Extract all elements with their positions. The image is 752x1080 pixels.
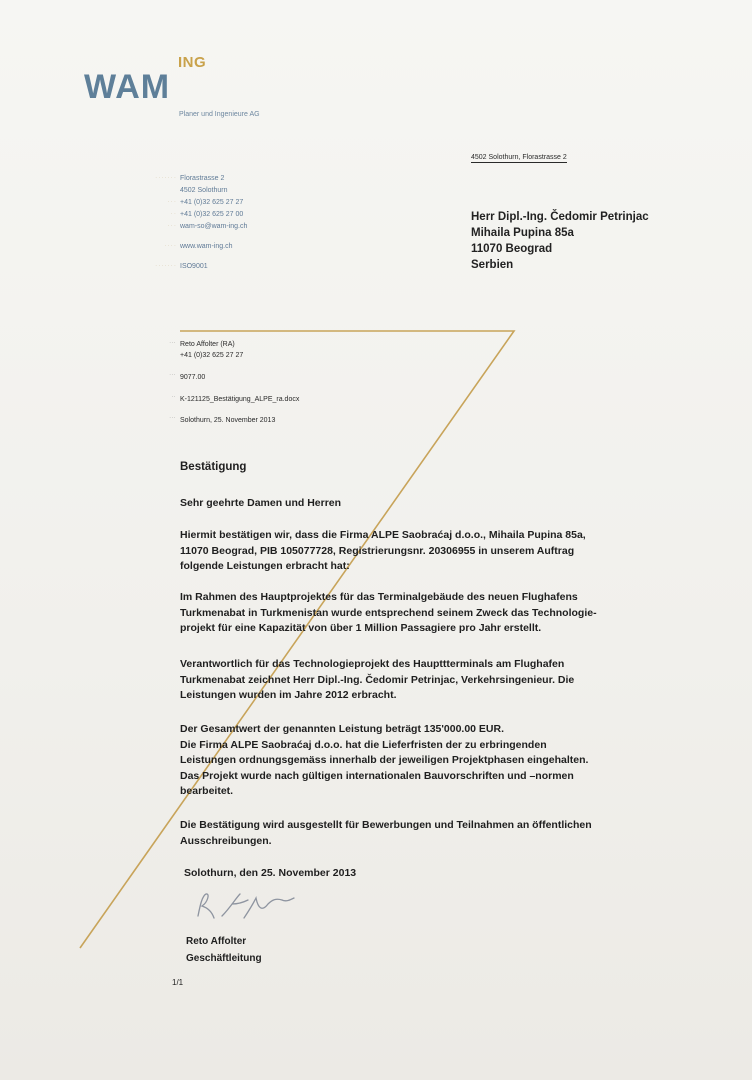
text-line: Turkmenabat in Turkmenistan wurde entsprechend seinem Zweck das Technologie- bbox=[180, 606, 597, 619]
ref-contact-name: Reto Affolter (RA) bbox=[180, 341, 235, 348]
contact-fax: +41 (0)32 625 27 00 bbox=[180, 211, 244, 218]
page-number: 1/1 bbox=[172, 978, 184, 987]
text-line: projekt für eine Kapazität von über 1 Million Passagiere pro Jahr erstellt. bbox=[180, 622, 542, 634]
contact-cert: ISO9001 bbox=[180, 263, 208, 270]
ref-file: K-121125_Bestätigung_ALPE_ra.docx bbox=[180, 396, 300, 403]
letter-paragraph bbox=[180, 590, 680, 637]
text-line: Im Rahmen des Hauptprojektes für das Terminalgebäude des neuen Flughafens bbox=[180, 591, 578, 603]
contact-email: wam-so@wam-ing.ch bbox=[180, 223, 248, 230]
contact-web: www.wam-ing.ch bbox=[180, 243, 233, 250]
letter-paragraph bbox=[180, 818, 680, 849]
letter-subject: Bestätigung bbox=[180, 461, 247, 473]
ref-project-no: 9077.00 bbox=[180, 374, 206, 381]
recipient-line: Serbien bbox=[471, 259, 514, 271]
text-line: 11070 Beograd, PIB 105077728, Registrierungsnr. 20306955 in unserem Auftrag bbox=[180, 544, 575, 557]
contact-label-web: · · · · bbox=[164, 244, 176, 248]
ref-label-date: · · · bbox=[169, 416, 175, 420]
handwritten-signature bbox=[192, 888, 302, 932]
contact-label-fax: · · bbox=[171, 212, 176, 216]
text-line: Die Bestätigung wird ausgestellt für Bewerbungen und Teilnahmen an öffentlichen bbox=[180, 819, 592, 831]
text-line: Das Projekt wurde nach gültigen internationalen Bauvorschriften und –normen bbox=[180, 769, 574, 782]
text-line: Ausschreibungen. bbox=[180, 834, 272, 847]
letter-paragraph bbox=[180, 657, 680, 704]
ref-label-contact: · · · bbox=[169, 341, 175, 345]
recipient-line: 11070 Beograd bbox=[471, 243, 553, 255]
text-line: Die Firma ALPE Saobraćaj d.o.o. hat die Lieferfristen der zu erbringenden bbox=[180, 738, 547, 751]
letter-closing: Solothurn, den 25. November 2013 bbox=[184, 867, 357, 879]
recipient-line: Mihaila Pupina 85a bbox=[471, 227, 574, 239]
ref-date: Solothurn, 25. November 2013 bbox=[180, 417, 276, 424]
ref-contact-phone: +41 (0)32 625 27 27 bbox=[180, 352, 244, 359]
letter-paragraph bbox=[180, 722, 680, 800]
signer-name: Reto Affolter bbox=[186, 936, 247, 947]
text-line: Der Gesamtwert der genannten Leistung beträgt 135'000.00 EUR. bbox=[180, 723, 505, 735]
letter-paragraph bbox=[180, 528, 680, 575]
text-line: Leistungen ordnungsgemäss innerhalb der jeweiligen Projektphasen eingehalten. bbox=[180, 754, 589, 766]
recipient-line: Herr Dipl.-Ing. Čedomir Petrinjac bbox=[471, 211, 649, 223]
logo-wam: WAM bbox=[84, 68, 171, 106]
contact-phone: +41 (0)32 625 27 27 bbox=[180, 199, 244, 206]
text-line: Hiermit bestätigen wir, dass die Firma ALPE Saobraćaj d.o.o., Mihaila Pupina 85a, bbox=[180, 529, 586, 541]
letter-salutation: Sehr geehrte Damen und Herren bbox=[180, 497, 342, 509]
contact-label-address: · · · · · · · bbox=[155, 176, 176, 180]
logo-ing: ING bbox=[178, 54, 207, 71]
ref-label-project: · · · bbox=[169, 373, 175, 377]
contact-label-cert: · · · · · · · bbox=[155, 264, 176, 268]
signer-title: Geschäftleitung bbox=[186, 953, 262, 964]
signature-scribble bbox=[192, 888, 302, 928]
text-line: Leistungen wurden im Jahre 2012 erbracht. bbox=[180, 689, 397, 701]
contact-city: 4502 Solothurn bbox=[180, 187, 228, 194]
contact-street: Florastrasse 2 bbox=[180, 175, 225, 182]
text-line: bearbeitet. bbox=[180, 785, 234, 797]
text-line: folgende Leistungen erbracht hat: bbox=[180, 560, 350, 572]
text-line: Turkmenabat zeichnet Herr Dipl.-Ing. Čedomir Petrinjac, Verkehrsingenieur. Die bbox=[180, 673, 575, 686]
contact-label-email: · · · bbox=[168, 224, 176, 228]
ref-label-file: · · bbox=[171, 395, 175, 399]
recipient-address bbox=[471, 209, 649, 273]
text-line: Verantwortlich für das Technologieprojekt des Haupttterminals am Flughafen bbox=[180, 658, 565, 670]
sender-return-address: 4502 Solothurn, Florastrasse 2 bbox=[471, 154, 567, 161]
logo-tagline: Planer und Ingenieure AG bbox=[179, 111, 260, 118]
contact-label-phone: · · · bbox=[168, 200, 176, 204]
